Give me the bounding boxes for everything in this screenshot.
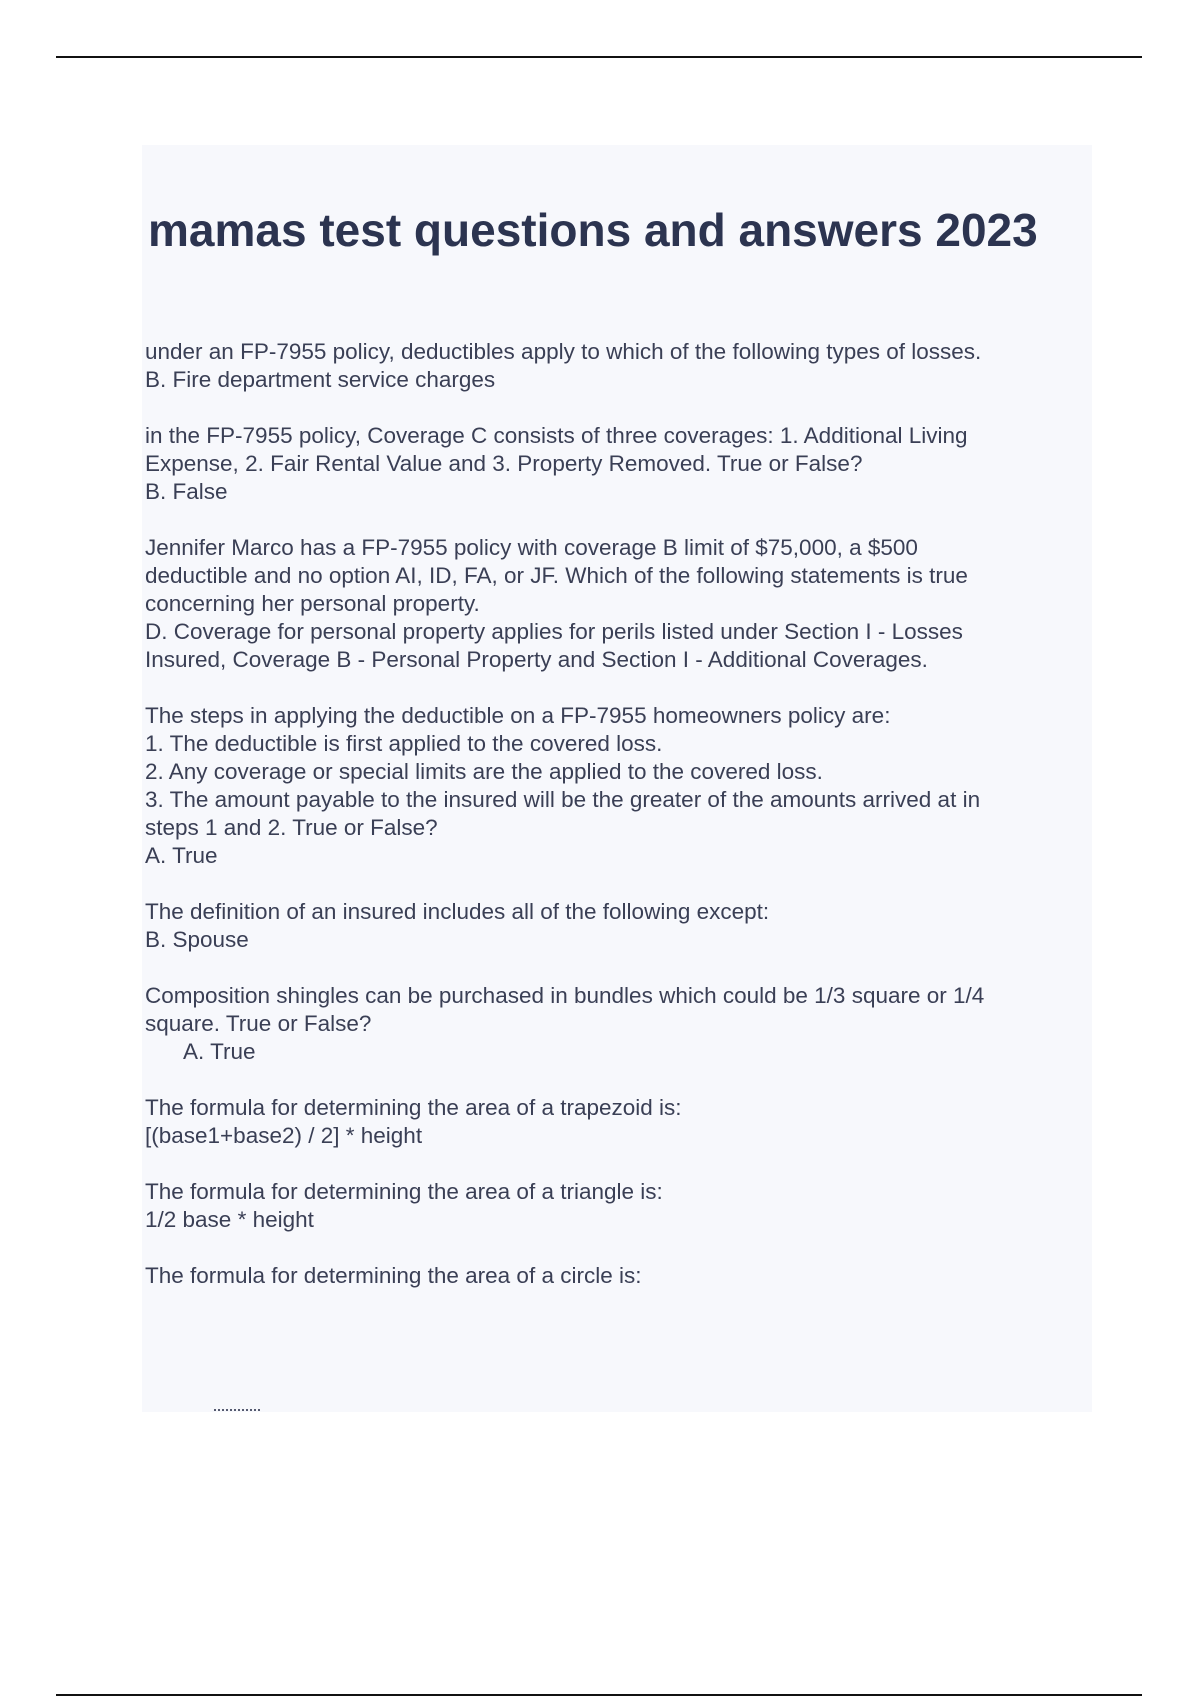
page-top-rule [56,56,1142,58]
cropped-text-fragment [214,1409,260,1414]
question-text: The formula for determining the area of a trapezoid is: [145,1095,682,1120]
answer-text: B. False [145,479,228,504]
question-text: Jennifer Marco has a FP-7955 policy with coverage B limit of $75,000, a $500 deductible and no option AI, ID, FA, or JF. Which of the following statements is true concerning her personal property. [145,535,968,616]
answer-text: [(base1+base2) / 2] * height [145,1123,423,1148]
answer-text: A. True [183,1039,256,1064]
answer-text: B. Spouse [145,927,249,952]
qa-item [145,1178,1080,1234]
question-text: The formula for determining the area of a triangle is: [145,1179,663,1204]
question-text: Composition shingles can be purchased in bundles which could be 1/3 square or 1/4 square. True or False? [145,983,985,1036]
answer-text: D. Coverage for personal property applies for perils listed under Section I - Losses Insured, Coverage B - Personal Property and Section I - Additional Coverages. [145,619,963,672]
page-bottom-rule [56,1694,1142,1696]
qa-item [145,1094,1080,1150]
qa-list [145,338,1080,1318]
qa-item [145,702,1080,870]
qa-item [145,982,1080,1066]
qa-item [145,422,1080,506]
answer-text: B. Fire department service charges [145,367,496,392]
answer-text: 1/2 base * height [145,1207,314,1232]
document-title: mamas test questions and answers 2023 [148,204,1038,256]
question-text: in the FP-7955 policy, Coverage C consists of three coverages: 1. Additional Living Expense, 2. Fair Rental Value and 3. Property Removed. True or False? [145,423,968,476]
qa-item [145,338,1080,394]
answer-text: A. True [145,843,218,868]
question-text: under an FP-7955 policy, deductibles apply to which of the following types of losses. [145,339,982,364]
qa-item [145,898,1080,954]
qa-item [145,534,1080,674]
question-text: The formula for determining the area of a circle is: [145,1263,642,1288]
question-text: The definition of an insured includes all of the following except: [145,899,770,924]
question-text: The steps in applying the deductible on a FP-7955 homeowners policy are: 1. The deductible is first applied to the covered loss. 2. Any coverage or special limits are the applied to the covered loss. 3. The amount payable to the insured will be the greater of the amounts arrived at in steps 1 and 2. True or False? [145,703,981,840]
qa-item [145,1262,1080,1290]
